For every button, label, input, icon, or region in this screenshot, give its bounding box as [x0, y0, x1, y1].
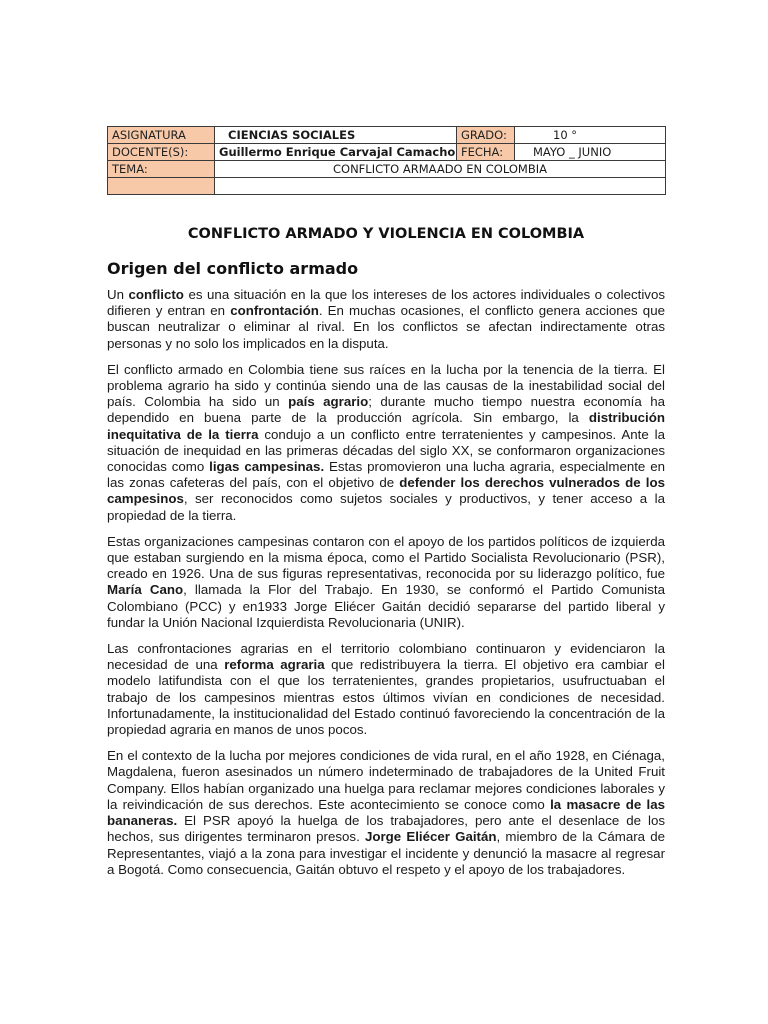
- bold-term: defender los derechos vulnerados de los campesinos: [107, 475, 665, 507]
- docente-value: Guillermo Enrique Carvajal Camacho: [215, 144, 457, 161]
- text-span: El PSR apoyó la huelga de los trabajadores, pero ante el desenlace de los hechos, sus dirigentes terminaron presos.: [107, 813, 665, 845]
- body-text: [107, 287, 665, 888]
- empty-value-cell: [215, 178, 666, 195]
- text-span: condujo a un conflicto entre terratenientes y campesinos. Ante la situación de inequidad en las primeras décadas del siglo XX, se conformaron organizaciones conocidas como: [107, 426, 665, 475]
- header-row-tema: [108, 161, 666, 178]
- paragraph-2: [107, 362, 665, 524]
- bold-term: Jorge Eliécer Gaitán: [364, 829, 497, 845]
- bold-term: la masacre de las bananeras.: [107, 796, 665, 829]
- bold-term: conflicto: [128, 287, 184, 302]
- text-span: es una situación en la que los intereses de los actores individuales o colectivos difieren y entran en: [107, 287, 665, 319]
- bold-term: reforma agraria: [224, 657, 325, 673]
- header-row-asignatura: [108, 127, 666, 144]
- document-title: CONFLICTO ARMADO Y VIOLENCIA EN COLOMBIA: [187, 226, 585, 242]
- docente-label: DOCENTE(S):: [108, 144, 215, 161]
- text-span: Estas promovieron una lucha agraria, especialmente en las zonas cafeteras del país, con el objetivo de: [107, 459, 665, 491]
- grado-value: 10 °: [515, 127, 666, 144]
- text-span: , ser reconocidos como sujetos sociales y productivos, y tener acceso a la propiedad de la tierra.: [107, 491, 665, 523]
- text-span: Un: [107, 287, 129, 302]
- text-span: El conflicto armado en Colombia tiene sus raíces en la lucha por la tenencia de la tierra. El problema agrario ha sido y continúa siendo una de las causas de la inestabilidad social del país. Colombia ha sido un: [107, 361, 665, 410]
- paragraph-4: [107, 641, 665, 738]
- asignatura-value: CIENCIAS SOCIALES: [215, 127, 457, 144]
- header-row-empty: [108, 178, 666, 195]
- text-span: , miembro de la Cámara de Representantes, viajó a la zona para investigar el incidente y denunció la masacre al regresar a Bogotá. Como consecuencia, Gaitán obtuvo el respeto y el apoyo de los trabajadores.: [107, 829, 666, 877]
- tema-label: TEMA:: [108, 161, 215, 178]
- paragraph-1: [107, 287, 665, 352]
- bold-term: ligas campesinas.: [209, 459, 325, 475]
- text-span: que redistribuyera la tierra. El objetivo era cambiar el modelo latifundista con el que los terratenientes, grandes propietarios, usufructuaban el trabajo de los campesinos mientras estos últimos vivían en condiciones de necesidad. Infortunadamente, la institucionalidad del Estado continuó favoreciendo la concentración de la propiedad agraria en manos de unos pocos.: [107, 657, 666, 738]
- paragraph-5: [107, 748, 665, 878]
- empty-label-cell: [108, 178, 215, 195]
- text-span: . En muchas ocasiones, el conflicto genera acciones que buscan neutralizar o eliminar al rival. En los conflictos se afectan indirectamente otras personas y no solo los implicados en la disputa.: [107, 303, 665, 351]
- text-span: , llamada la Flor del Trabajo. En 1930, se conformó el Partido Comunista Colombiano (PCC) y en1933 Jorge Eliécer Gaitán decidió separarse del partido liberal y fundar la Unión Nacional Izquierdista Revolucionaria (UNIR).: [107, 582, 665, 630]
- fecha-value: MAYO _ JUNIO: [515, 144, 666, 161]
- text-span: Estas organizaciones campesinas contaron con el apoyo de los partidos políticos de izquierda que estaban surgiendo en la misma época, como el Partido Socialista Revolucionario (PSR), creado en 1926. Una de sus figuras representativas, reconocida por su liderazgo político, fue: [107, 533, 665, 582]
- section-title: Origen del conflicto armado: [107, 259, 359, 278]
- header-table: [107, 126, 666, 195]
- fecha-label: FECHA:: [457, 144, 515, 161]
- tema-value: CONFLICTO ARMAADO EN COLOMBIA: [215, 161, 666, 178]
- text-span: En el contexto de la lucha por mejores condiciones de vida rural, en el año 1928, en Ciénaga, Magdalena, fueron asesinados un número indeterminado de trabajadores de la United Fruit Company. Ellos habían organizado una huelga para reclamar mejores condiciones laborales y la reivindicación de sus derechos. Este acontecimiento se conoce como: [107, 748, 665, 812]
- bold-term: distribución inequitativa de la tierra: [107, 410, 665, 442]
- grado-label: GRADO:: [457, 127, 515, 144]
- bold-term: país agrario: [288, 394, 369, 410]
- header-row-docente: [108, 144, 666, 161]
- bold-term: confrontación: [230, 303, 319, 319]
- bold-term: María Cano: [107, 582, 184, 598]
- paragraph-3: [107, 534, 665, 631]
- asignatura-label: ASIGNATURA: [108, 127, 215, 144]
- text-span: ; durante mucho tiempo nuestra economía ha dependido en buena parte de la producción agrícola. Sin embargo, la: [107, 394, 665, 426]
- text-span: Las confrontaciones agrarias en el territorio colombiano continuaron y evidenciaron la necesidad de una: [107, 641, 665, 673]
